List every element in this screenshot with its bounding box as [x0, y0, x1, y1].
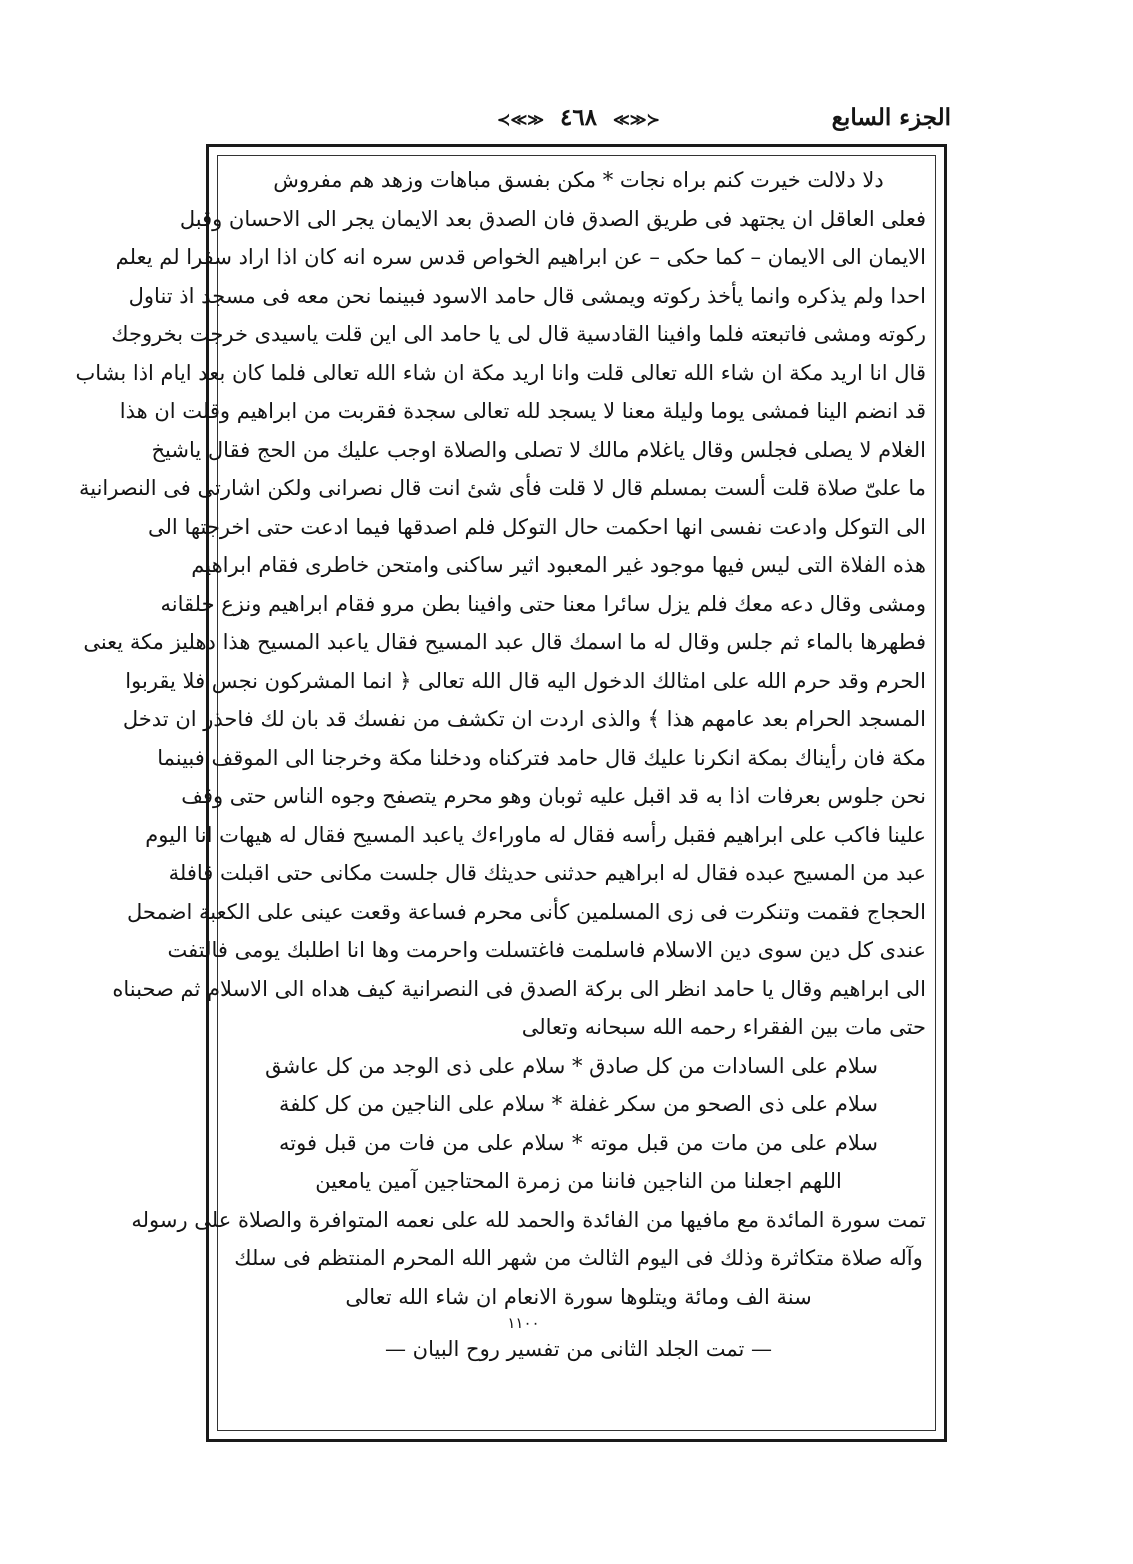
colophon-line: وآله صلاة متكاثرة وذلك فى اليوم الثالث من شهر الله المحرم المنتظم فى سلك	[234, 1246, 923, 1270]
colophon-line: سنة الف ومائة ويتلوها سورة الانعام ان شاء الله تعالى	[345, 1284, 812, 1309]
prayer-line: اللهم اجعلنا من الناجين فاننا من زمرة المحتاجين آمين يامعين	[315, 1169, 842, 1193]
colophon-line: تمت سورة المائدة مع مافيها من الفائدة والحمد لله على نعمه المتوافرة والصلاة على رسوله	[131, 1207, 926, 1232]
page-header	[206, 100, 951, 142]
paragraph-line: المسجد الحرام بعد عامهم هذا ﴾ والذى اردت ان تكشف من نفسك قد بان لك فاحذر ان تدخل	[122, 707, 926, 731]
paragraph-line: فعلى العاقل ان يجتهد فى طريق الصدق فان الصدق بعد الايمان يجر الى الاحسان وقبل	[179, 206, 926, 231]
paragraph-line: الى التوكل وادعت نفسى انها احكمت حال التوكل فلم اصدقها فيما ادعت حتى اخرجتها الى	[148, 514, 926, 539]
paragraph-line: علينا فاكب على ابراهيم فقبل رأسه فقال له ماوراءك ياعبد المسيح فقال له هيهات انا اليوم	[145, 822, 926, 847]
paragraph-line: احدا ولم يذكره وانما يأخذ ركوته ويمشى قال حامد الاسود فبينما نحن معه فى مسجد اذ تناول	[128, 283, 926, 308]
poem-verse: سلام على من مات من قبل موته * سلام على من فات من قبل فوته	[279, 1130, 878, 1155]
poem	[231, 1047, 926, 1163]
paragraph-line: الغلام لا يصلى فجلس وقال ياغلام مالك لا تصلى والصلاة اوجب عليك من الحج فقال ياشيخ	[151, 437, 926, 462]
ornament-right-icon: ≪≫≻	[613, 109, 660, 129]
verse-top: دلا دلالت خيرت كنم براه نجات * مكن بفسق مباهات وزهد هم مفروش	[273, 168, 884, 192]
paragraph-line: هذه الفلاة التى ليس فيها موجود غير المعبود اثير ساكنى وامتحن خاطرى فقام ابراهيم	[191, 553, 926, 577]
paragraph	[75, 200, 926, 1009]
paragraph-line: الى ابراهيم وقال يا حامد انظر الى بركة الصدق فى النصرانية كيف هداه الى الاسلام ثم صحبناه	[112, 976, 926, 1001]
paragraph-last-line: حتى مات بين الفقراء رحمه الله سبحانه وتعالى	[521, 1015, 926, 1039]
page-number: ٤٦٨	[559, 104, 598, 131]
paragraph-line: مكة فان رأيناك بمكة انكرنا عليك قال حامد فتركناه ودخلنا مكة وخرجنا الى الموقف فبينما	[157, 745, 926, 770]
paragraph-line: الايمان الى الايمان – كما حكى – عن ابراهيم الخواص قدس سره انه كان اذا اراد سفرا لم يعلم	[115, 245, 926, 269]
paragraph-line: ما علىّ صلاة قلت ألست بمسلم قال لا قلت فأى شئ انت قال نصرانى ولكن اشارتى فى النصرانية	[78, 476, 926, 500]
poem-verse: سلام على السادات من كل صادق * سلام على ذى الوجد من كل عاشق	[265, 1053, 878, 1078]
year-digits: ١١٠٠	[507, 1314, 540, 1332]
text-frame	[75, 144, 947, 1442]
ornament-left-icon: ≺≪≫	[497, 109, 544, 129]
paragraph-line: قد انضم الينا فمشى يوما وليلة معنا لا يسجد لله تعالى سجدة فقربت من ابراهيم وقلت ان هذا	[119, 399, 926, 423]
page-number-group	[206, 104, 951, 131]
paragraph-line: نحن جلوس بعرفات اذا به قد اقبل عليه ثوبان وهو محرم يتصفح وجوه الناس حتى وقف	[181, 784, 926, 808]
final-line: — تمت الجلد الثانى من تفسير روح البيان —	[384, 1337, 772, 1361]
paragraph-line: الحرم وقد حرم الله على امثالك الدخول اليه قال الله تعالى ﴿ انما المشركون نجس فلا يقربوا	[125, 668, 926, 693]
page-body	[75, 161, 926, 1369]
paragraph-line: ركوته ومشى فاتبعته فلما وافينا القادسية قال لى يا حامد الى اين قلت ياسيدى خرجت بخروجك	[111, 322, 926, 346]
paragraph-line: عندى كل دين سوى دين الاسلام فاسلمت فاغتسلت واحرمت وها انا اطلبك يومى فالتفت	[167, 938, 926, 962]
paragraph-line: عبد من المسيح عبده فقال له ابراهيم حدثنى حديثك قال جلست مكانى حتى اقبلت قافلة	[168, 861, 926, 885]
volume-label: الجزء السابع	[831, 104, 951, 131]
poem-verse: سلام على ذى الصحو من سكر غفلة * سلام على الناجين من كل كلفة	[279, 1092, 878, 1116]
paragraph-line: ومشى وقال دعه معك فلم يزل سائرا معنا حتى وافينا بطن مرو فقام ابراهيم ونزع خلقانه	[160, 591, 926, 616]
paragraph-line: قال انا اريد مكة ان شاء الله تعالى قلت وانا اريد مكة ان شاء الله تعالى فلما كان بعد ايام اذا بشاب	[75, 360, 926, 385]
paragraph-line: الحجاج فقمت وتنكرت فى زى المسلمين كأنى محرم فساعة وقعت عينى على الكعبة اضمحل	[127, 899, 926, 924]
paragraph-line: فطهرها بالماء ثم جلس وقال له ما اسمك قال عبد المسيح فقال ياعبد المسيح هذا دهليز مكة يعنى	[83, 630, 926, 654]
